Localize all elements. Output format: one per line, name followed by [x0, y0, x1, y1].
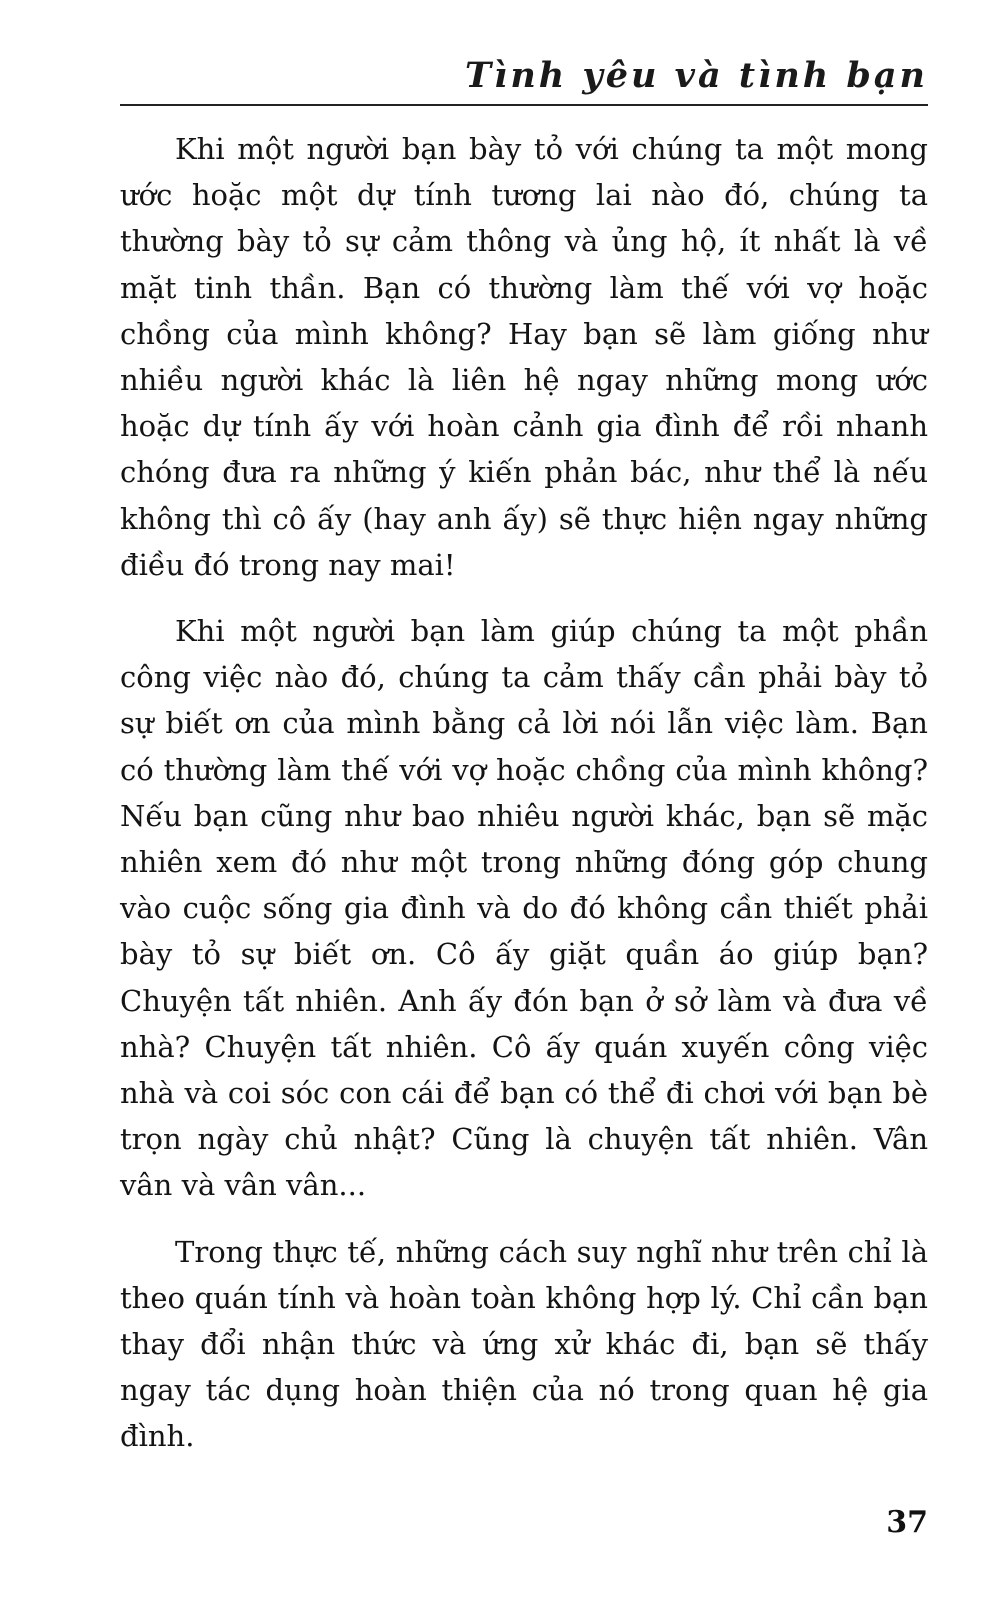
body-text — [120, 126, 928, 1480]
paragraph-2: Khi một người bạn làm giúp chúng ta một phần công việc nào đó, chúng ta cảm thấy cần phải bày tỏ sự biết ơn của mình bằng cả lời nói lẫn việc làm. Bạn có thường làm thế với vợ hoặc chồng của mình không? Nếu bạn cũng như bao nhiêu người khác, bạn sẽ mặc nhiên xem đó như một trong những đóng góp chung vào cuộc sống gia đình và do đó không cần thiết phải bày tỏ sự biết ơn. Cô ấy giặt quần áo giúp bạn? Chuyện tất nhiên. Anh ấy đón bạn ở sở làm và đưa về nhà? Chuyện tất nhiên. Cô ấy quán xuyến công việc nhà và coi sóc con cái để bạn có thể đi chơi với bạn bè trọn ngày chủ nhật? Cũng là chuyện tất nhiên. Vân vân và vân vân... — [120, 614, 928, 1203]
page-number: 37 — [886, 1505, 928, 1540]
running-header-title: Tình yêu và tình bạn — [465, 55, 928, 96]
paragraph-3: Trong thực tế, những cách suy nghĩ như trên chỉ là theo quán tính và hoàn toàn không hợp lý. Chỉ cần bạn thay đổi nhận thức và ứng xử khác đi, bạn sẽ thấy ngay tác dụng hoàn thiện của nó trong quan hệ gia đình. — [120, 1234, 928, 1454]
paragraph-1: Khi một người bạn bày tỏ với chúng ta một mong ước hoặc một dự tính tương lai nào đó, chúng ta thường bày tỏ sự cảm thông và ủng hộ, ít nhất là về mặt tinh thần. Bạn có thường làm thế với vợ hoặc chồng của mình không? Hay bạn sẽ làm giống như nhiều người khác là liên hệ ngay những mong ước hoặc dự tính ấy với hoàn cảnh gia đình để rồi nhanh chóng đưa ra những ý kiến phản bác, như thể là nếu không thì cô ấy (hay anh ấy) sẽ thực hiện ngay những điều đó trong nay mai! — [120, 132, 928, 582]
running-header — [120, 52, 928, 106]
